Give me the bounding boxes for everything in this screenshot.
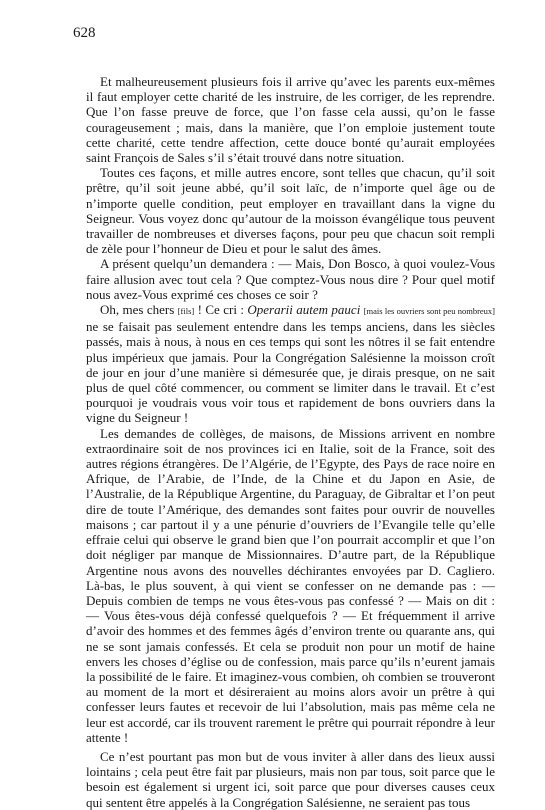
paragraph-4-rest: ne se faisait pas seulement entendre dans les temps anciens, dans les siècles passés, mais à nous, à nous en ces temps qui sont les nôtres il se fait entendre plus impérieux que jamais. Pour la Congrégation Salésienne la moisson croît de jour en jour d’une manière si démesurée que, je dirais presque, on ne sait plus de quel côté commencer, ou comment se limiter dans le travail. Et c’est pourquoi je voudrais vous voir tous et rapidement de bons ouvriers dans la vigne du Seigneur ! xyxy=(86,319,495,426)
paragraph-1: Et malheureusement plusieurs fois il arrive qu’avec les parents eux-mêmes il faut employer cette charité de les instruire, de les corriger, de les reprendre. Que l’on fasse preuve de force, que l’on fasse cela aussi, qu’on le fasse courageusement ; mais, dans la manière, que l’on emploie justement toute cette charité, cette tendre affection, cette douce bonté qu’aurait employées saint François de Sales s’il s’était trouvé dans notre situation. xyxy=(86,74,495,166)
editorial-translation: [mais les ouvriers sont peu nombreux] xyxy=(363,306,496,317)
paragraph-2: Toutes ces façons, et mille autres encore, sont telles que chacun, qu’il soit prêtre, qu’il soit jeune abbé, qu’il soit laïc, de n’importe quel âge ou de n’importe quelle condition, peut employer en travaillant dans la vigne du Seigneur. Vous voyez donc qu’autour de la moisson évangélique tous peuvent travailler de nombreuses et diverses façons, pour peu que chacun soit rempli de zèle pour l’honneur de Dieu et pour le salut des âmes. xyxy=(86,165,495,257)
paragraph-4-cry-intro: ! Ce cri : xyxy=(194,302,248,318)
latin-quote: Operarii autem pauci xyxy=(247,302,361,318)
editorial-insertion-fils: [fils] xyxy=(177,306,195,317)
paragraph-3: A présent quelqu’un demandera : — Mais, Don Bosco, à quoi voulez-Vous faire allusion avec tout cela ? Que comptez-Vous nous dire ? Pour quel motif nous avez-Vous exprimé ces choses ce soir ? xyxy=(86,256,495,302)
paragraph-4-lead: Oh, mes chers xyxy=(100,302,178,318)
page-number: 628 xyxy=(73,25,96,41)
paragraph-4 xyxy=(86,302,495,426)
body-text xyxy=(86,74,495,810)
paragraph-5: Les demandes de collèges, de maisons, de Missions arrivent en nombre extraordinaire soit de nos provinces ici en Italie, soit de la France, soit des autres régions étrangères. De l’Algérie, de l’Egypte, des Pays de race noire en Afrique, de l’Arabie, de l’Inde, de la Chine et du Japon en Asie, de l’Australie, de la République Argentine, du Paraguay, de Gibraltar et l’on peut dire de toute l’Amérique, des demandes sont faites pour ouvrir de nouvelles maisons ; car partout il y a une pénurie d’ouvriers de l’Evangile telle qu’elle effraie celui qui observe le grand bien que l’on pourrait accomplir et que l’on doit négliger par manque de Missionnaires. D’autre part, de la République Argentine nous avons des nouvelles déchirantes envoyées par D. Cagliero. Là-bas, le plus souvent, à qui vient se confesser on ne demande pas : — Depuis combien de temps ne vous êtes-vous pas confessé ? — Mais on dit : — Vous êtes-vous déjà confessé quelquefois ? — Et fréquemment il arrive d’avoir des hommes et des femmes âgés d’environ trente ou quarante ans, qui ne se sont jamais confessés. Et cela se produit non pour un motif de haine envers les choses d’église ou de confession, mais parce qu’ils n’eurent jamais la possibilité de le faire. Et imaginez-vous combien, oh combien se trouveront au moment de la mort et désireraient au moins alors avoir un prêtre à qui confesser leurs fautes et recevoir de lui l’absolution, mais pas même cela ne leur est accordé, car ils trouvent rarement le prêtre qui pourrait répondre à leur attente ! xyxy=(86,425,495,745)
paragraph-6: Ce n’est pourtant pas mon but de vous inviter à aller dans des lieux aussi lointains ; cela peut être fait par plusieurs, mais non par tous, soit parce que le besoin est également si urgent ici, soit parce que pour diverses causes ceux qui sentent être appelés à la Congrégation Salésienne, ne seraient pas tous xyxy=(86,748,495,810)
